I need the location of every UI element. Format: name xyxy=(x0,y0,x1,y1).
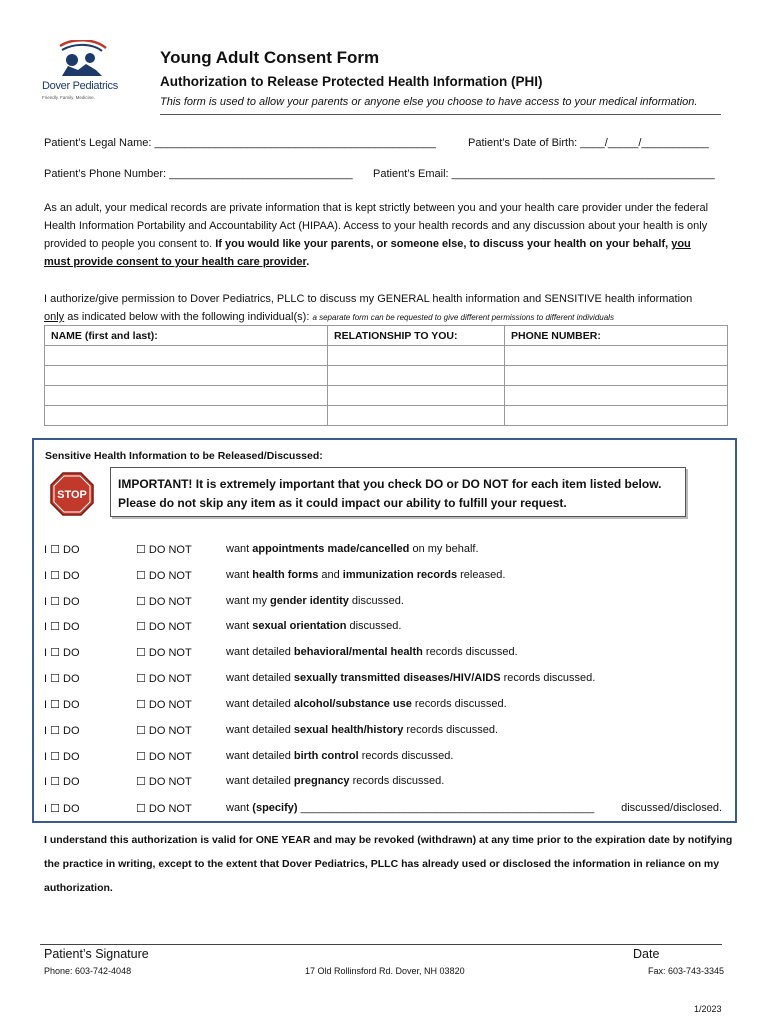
option-text-pre: want xyxy=(226,543,253,555)
do-checkbox[interactable]: I ☐ DO xyxy=(44,673,80,685)
do-checkbox[interactable]: I ☐ DO xyxy=(44,570,80,582)
do-not-checkbox[interactable]: ☐ DO NOT xyxy=(136,673,192,685)
option-row xyxy=(44,775,734,793)
do-not-checkbox[interactable]: ☐ DO NOT xyxy=(136,621,192,633)
option-text xyxy=(226,750,453,762)
option-text-post: released. xyxy=(457,569,506,581)
option-text xyxy=(226,672,595,684)
option-text-pre: want xyxy=(226,569,253,581)
phone-cell[interactable] xyxy=(505,346,728,366)
individuals-table xyxy=(44,325,728,426)
do-checkbox[interactable]: I ☐ DO xyxy=(44,803,80,815)
option-text-bold: birth control xyxy=(293,750,359,762)
important-line2: Please do not skip any item as it could impact our ability to fulfill your request. xyxy=(118,496,567,510)
option-trail: discussed/disclosed. xyxy=(621,802,722,814)
option-text-pre: want xyxy=(226,802,253,814)
option-text-post: records discussed. xyxy=(403,724,499,736)
option-text-post: records discussed. xyxy=(411,698,507,710)
stop-sign-text: STOP xyxy=(57,489,87,501)
authorize-line1: I authorize/give permission to Dover Pediatrics, PLLC to discuss my GENERAL health information and SENSITIVE health information xyxy=(44,293,693,305)
logo-name: Dover Pediatrics xyxy=(42,80,118,92)
option-row xyxy=(44,750,734,768)
option-row xyxy=(44,620,734,638)
important-notice xyxy=(110,467,686,517)
authorization-terms: I understand this authorization is valid for ONE YEAR and may be revoked (withdrawn) at any time prior to the expiration date by notifying the practice in writing, except to the extent that Dover Pediatrics, PLLC has already used or disclosed the information in reliance on my authorization. xyxy=(44,834,733,894)
option-text xyxy=(226,620,401,632)
option-text xyxy=(226,698,507,710)
signature-line[interactable] xyxy=(40,944,722,945)
option-text-bold: appointments made/cancelled xyxy=(252,543,410,555)
option-text-pre: want my xyxy=(226,595,271,607)
do-not-checkbox[interactable]: ☐ DO NOT xyxy=(136,751,192,763)
important-line1: IMPORTANT! It is extremely important that you check DO or DO NOT for each item listed below. xyxy=(118,477,662,491)
do-checkbox[interactable]: I ☐ DO xyxy=(44,544,80,556)
footer-fax: Fax: 603-743-3345 xyxy=(648,966,725,976)
authorize-line2: as indicated below with the following individual(s): xyxy=(64,311,313,323)
footer-phone: Phone: 603-742-4048 xyxy=(44,966,132,976)
intro-bold-underline: you must provide consent to your health care provider xyxy=(44,238,691,268)
relationship-cell[interactable] xyxy=(328,386,505,406)
do-not-checkbox[interactable]: ☐ DO NOT xyxy=(136,647,192,659)
form-version: 1/2023 xyxy=(694,1004,722,1014)
option-text-post: ________________________________________________ xyxy=(297,802,595,814)
option-text-pre: want detailed xyxy=(226,724,294,736)
logo-graphic-icon xyxy=(38,40,130,80)
option-text xyxy=(226,775,444,787)
do-not-checkbox[interactable]: ☐ DO NOT xyxy=(136,725,192,737)
option-text xyxy=(226,569,505,581)
do-not-checkbox[interactable]: ☐ DO NOT xyxy=(136,803,192,815)
name-cell[interactable] xyxy=(45,346,328,366)
form-subtitle: Authorization to Release Protected Health Information (PHI) xyxy=(160,74,543,89)
col-name-header: NAME (first and last): xyxy=(45,326,328,346)
relationship-cell[interactable] xyxy=(328,406,505,426)
do-not-checkbox[interactable]: ☐ DO NOT xyxy=(136,570,192,582)
do-not-checkbox[interactable]: ☐ DO NOT xyxy=(136,699,192,711)
do-checkbox[interactable]: I ☐ DO xyxy=(44,776,80,788)
option-text-pre: want detailed xyxy=(226,775,294,787)
option-text xyxy=(226,543,479,555)
email-field[interactable]: Patient’s Email: ___________________________________________ xyxy=(373,168,715,180)
do-checkbox[interactable]: I ☐ DO xyxy=(44,699,80,711)
table-row xyxy=(45,406,728,426)
option-text-bold: alcohol/substance use xyxy=(293,698,412,710)
form-title: Young Adult Consent Form xyxy=(160,48,380,67)
option-text-post: on my behalf. xyxy=(409,543,479,555)
option-text-bold: gender identity xyxy=(270,595,349,607)
authorize-note: a separate form can be requested to give different permissions to different individuals xyxy=(312,313,614,322)
option-text-bold: (specify) xyxy=(252,802,298,814)
dob-field[interactable]: Patient’s Date of Birth: ____/_____/___________ xyxy=(468,137,709,149)
table-header-row xyxy=(45,326,728,346)
relationship-cell[interactable] xyxy=(328,346,505,366)
option-text-post: discussed. xyxy=(346,620,402,632)
logo-tagline: Friendly. Family. Medicine. xyxy=(42,95,95,100)
option-text-post: records discussed. xyxy=(349,775,445,787)
name-cell[interactable] xyxy=(45,406,328,426)
date-label: Date xyxy=(633,947,660,961)
signature-label: Patient’s Signature xyxy=(44,947,149,961)
do-checkbox[interactable]: I ☐ DO xyxy=(44,596,80,608)
option-row xyxy=(44,724,734,742)
option-row xyxy=(44,569,734,587)
option-text-bold: sexual orientation xyxy=(252,620,347,632)
option-text-bold: pregnancy xyxy=(293,775,350,787)
col-phone-header: PHONE NUMBER: xyxy=(505,326,728,346)
option-text xyxy=(226,724,498,736)
option-row xyxy=(44,698,734,716)
option-text-bold: health forms xyxy=(252,569,319,581)
option-text xyxy=(226,595,404,607)
option-text xyxy=(226,802,594,814)
option-row xyxy=(44,802,734,820)
legal-name-field[interactable]: Patient’s Legal Name: ______________________________________________ xyxy=(44,137,436,149)
option-text-pre: want xyxy=(226,620,253,632)
option-row xyxy=(44,595,734,613)
intro-end: . xyxy=(306,256,310,268)
option-text-bold2: immunization records xyxy=(342,569,458,581)
header-divider xyxy=(160,114,721,115)
do-checkbox[interactable]: I ☐ DO xyxy=(44,725,80,737)
authorize-only: only xyxy=(44,311,65,323)
name-cell[interactable] xyxy=(45,386,328,406)
do-not-checkbox[interactable]: ☐ DO NOT xyxy=(136,544,192,556)
option-row xyxy=(44,672,734,690)
option-text-post: records discussed. xyxy=(422,646,518,658)
option-text-post: records discussed. xyxy=(358,750,454,762)
option-row xyxy=(44,646,734,664)
option-text-pre: want detailed xyxy=(226,646,294,658)
option-text-bold: sexual health/history xyxy=(293,724,404,736)
do-checkbox[interactable]: I ☐ DO xyxy=(44,621,80,633)
option-text-pre: want detailed xyxy=(226,672,294,684)
col-relationship-header: RELATIONSHIP TO YOU: xyxy=(328,326,505,346)
relationship-cell[interactable] xyxy=(328,366,505,386)
phone-cell[interactable] xyxy=(505,406,728,426)
option-row xyxy=(44,543,734,561)
do-checkbox[interactable]: I ☐ DO xyxy=(44,751,80,763)
phone-cell[interactable] xyxy=(505,386,728,406)
option-text-bold: sexually transmitted diseases/HIV/AIDS xyxy=(293,672,501,684)
stop-sign-icon xyxy=(50,472,94,516)
intro-bold: If you would like your parents, or someone else, to discuss your health on your behalf, xyxy=(215,238,672,250)
do-checkbox[interactable]: I ☐ DO xyxy=(44,647,80,659)
option-text-bold: behavioral/mental health xyxy=(293,646,423,658)
option-text-pre: want detailed xyxy=(226,750,294,762)
option-text-pre: want detailed xyxy=(226,698,294,710)
phone-field[interactable]: Patient’s Phone Number: ______________________________ xyxy=(44,168,353,180)
option-text-post: discussed. xyxy=(348,595,404,607)
intro-text: As an adult, your medical records are private information that is kept strictly between you and your health care provider under the federal Health Information Portability and Accountability Act (HIPAA). Access to your health records and any discussion about your health is only provided to people you consent to. xyxy=(44,202,709,250)
form-tagline: This form is used to allow your parents or anyone else you choose to have access to your medical information. xyxy=(160,96,698,108)
authorize-paragraph xyxy=(44,290,720,327)
name-cell[interactable] xyxy=(45,366,328,386)
table-row xyxy=(45,366,728,386)
table-row xyxy=(45,386,728,406)
dover-pediatrics-logo xyxy=(38,40,130,104)
sensitive-section-title: Sensitive Health Information to be Released/Discussed: xyxy=(45,450,323,462)
option-text-post: records discussed. xyxy=(500,672,596,684)
footer-address: 17 Old Rollinsford Rd. Dover, NH 03820 xyxy=(305,966,465,976)
do-not-checkbox[interactable]: ☐ DO NOT xyxy=(136,596,192,608)
phone-cell[interactable] xyxy=(505,366,728,386)
option-text xyxy=(226,646,518,658)
do-not-checkbox[interactable]: ☐ DO NOT xyxy=(136,776,192,788)
option-text-mid: and xyxy=(318,569,343,581)
intro-paragraph xyxy=(44,199,720,271)
table-row xyxy=(45,346,728,366)
